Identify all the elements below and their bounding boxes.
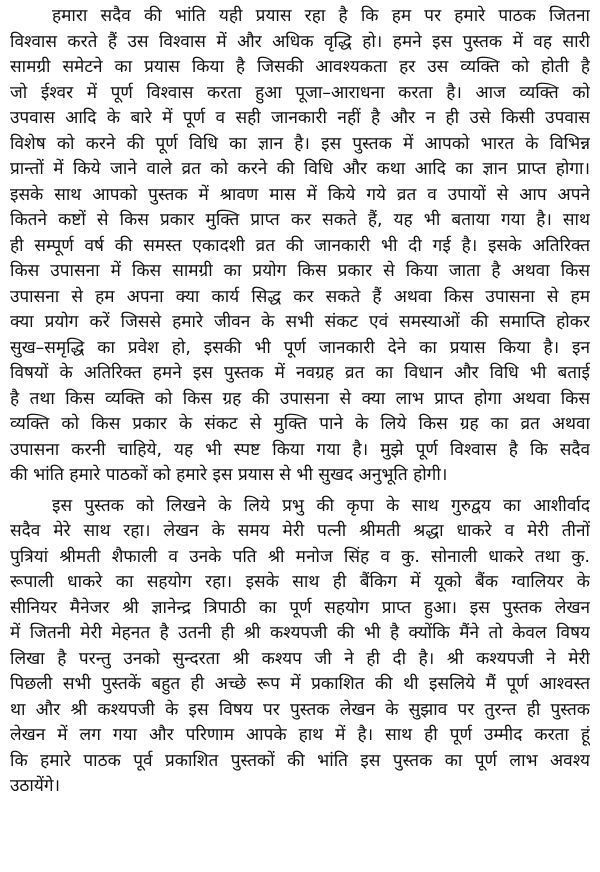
text-line: उपासना करनी चाहिये, यह भी स्पष्ट किया गया है। मुझे पूर्ण विश्वास है कि सदैव <box>10 439 590 460</box>
text-line: लिखा है परन्तु उनको सुन्दरता श्री कश्यप जी ने ही दी है। श्री कश्यपजी ने मेरी <box>10 648 590 669</box>
text-line: विशेष को करने की पूर्ण विधि का ज्ञान है। इस पुस्तक में आपको भारत के विभिन्न <box>10 133 590 154</box>
text-line: उपासना से हम अपना क्या कार्य सिद्ध कर सकते हैं अथवा किस उपासना से हम <box>10 286 590 307</box>
text-line: इसके साथ आपको पुस्तक में श्रावण मास में किये गये व्रत व उपायों से आप अपने <box>10 184 590 205</box>
paragraph-1 <box>10 4 590 489</box>
text-line: व्यक्ति को किस प्रकार के संकट से मुक्ति पाने के लिये किस ग्रह का व्रत अथवा <box>10 414 590 434</box>
text-line: जो ईश्वर में पूर्ण विश्वास करता हुआ पूजा–आराधना करता है। आज व्यक्ति को <box>10 82 590 103</box>
text-line: इस पुस्तक को लिखने के लिये प्रभु की कृपा के साथ गुरुद्वय का आशीर्वाद <box>52 495 590 516</box>
text-line: कितने कष्टों से किस प्रकार मुक्ति प्राप्त कर सकते हैं, यह भी बताया गया है। साथ <box>10 210 590 230</box>
text-line: कि हमारे पाठक पूर्व प्रकाशित पुस्तकों की भांति इस पुस्तक का पूर्ण लाभ अवश्य <box>10 750 590 771</box>
text-line: क्या प्रयोग करें जिससे हमारे जीवन के सभी संकट एवं समस्याओं की समाप्ति होकर <box>10 312 590 332</box>
text-line: विषयों के अतिरिक्त हमने इस पुस्तक में नवग्रह व्रत का विधान और विधि भी बताई <box>10 363 590 383</box>
text-line: है तथा किस व्यक्ति को किस ग्रह की उपासना से क्या लाभ प्राप्त होगा अथवा किस <box>10 388 590 409</box>
text-line: उठायेंगे। <box>10 776 61 796</box>
text-line: सदैव मेरे साथ रहा। लेखन के समय मेरी पत्नी श्रीमती श्रद्धा धाकरे व मेरी तीनों <box>10 521 590 541</box>
text-line: पुत्रियां श्रीमती शैफाली व उनके पति श्री मनोज सिंह व कु. सोनाली धाकरे तथा कु. <box>10 546 590 567</box>
text-line: किस उपासना में किस सामग्री का प्रयोग किस प्रकार से किया जाता है अथवा किस <box>10 261 590 281</box>
text-line: सीनियर मैनेजर श्री ज्ञानेन्द्र त्रिपाठी का पूर्ण सहयोग प्राप्त हुआ। इस पुस्तक लेखन <box>10 597 590 618</box>
text-line: रूपाली धाकरे का सहयोग रहा। इसके साथ ही बैंकिग में यूको बैंक ग्वालियर के <box>10 572 590 592</box>
text-line: लेखन में लग गया और परिणाम आपके हाथ में है। साथ ही पूर्ण उम्मीद करता हूं <box>10 725 590 745</box>
book-page <box>10 4 590 800</box>
text-line: उपवास आदि के बारे में पूर्ण व सही जानकारी नहीं है और न ही उसे किसी उपवास <box>10 108 590 128</box>
text-line: सुख–समृद्धि का प्रवेश हो, इसकी भी पूर्ण जानकारी देने का प्रयास किया है। इन <box>10 337 590 358</box>
text-line: ही सम्पूर्ण वर्ष की समस्त एकादशी व्रत की जानकारी भी दी गई है। इसके अतिरिक्त <box>10 235 590 256</box>
paragraph-2 <box>10 494 590 800</box>
text-line: था और श्री कश्यपजी के इस विषय पर पुस्तक लेखन के सुझाव पर तुरन्त ही पुस्तक <box>10 699 590 720</box>
text-line: हमारा सदैव की भांति यही प्रयास रहा है कि हम पर हमारे पाठक जितना <box>52 6 590 26</box>
text-line: पिछली सभी पुस्तकें बहुत ही अच्छे रूप में प्रकाशित की थी इसलिये मैं पूर्ण आश्वस्त <box>10 674 590 694</box>
text-line: में जितनी मेरी मेहनत है उतनी ही श्री कश्यपजी की भी है क्योंकि मैंने तो केवल विषय <box>10 623 590 643</box>
text-line: सामग्री समेटने का प्रयास किया है जिसकी आवश्यकता हर उस व्यक्ति को होती है <box>10 57 590 77</box>
text-line: विश्वास करते हैं उस विश्वास में और अधिक वृद्धि हो। हमने इस पुस्तक में वह सारी <box>10 31 590 52</box>
text-line: प्रान्तों में किये जाने वाले व्रत को करने की विधि और कथा आदि का ज्ञान प्राप्त होगा। <box>10 159 590 179</box>
text-line: की भांति हमारे पाठकों को हमारे इस प्रयास से भी सुखद अनुभूति होगी। <box>10 465 448 485</box>
